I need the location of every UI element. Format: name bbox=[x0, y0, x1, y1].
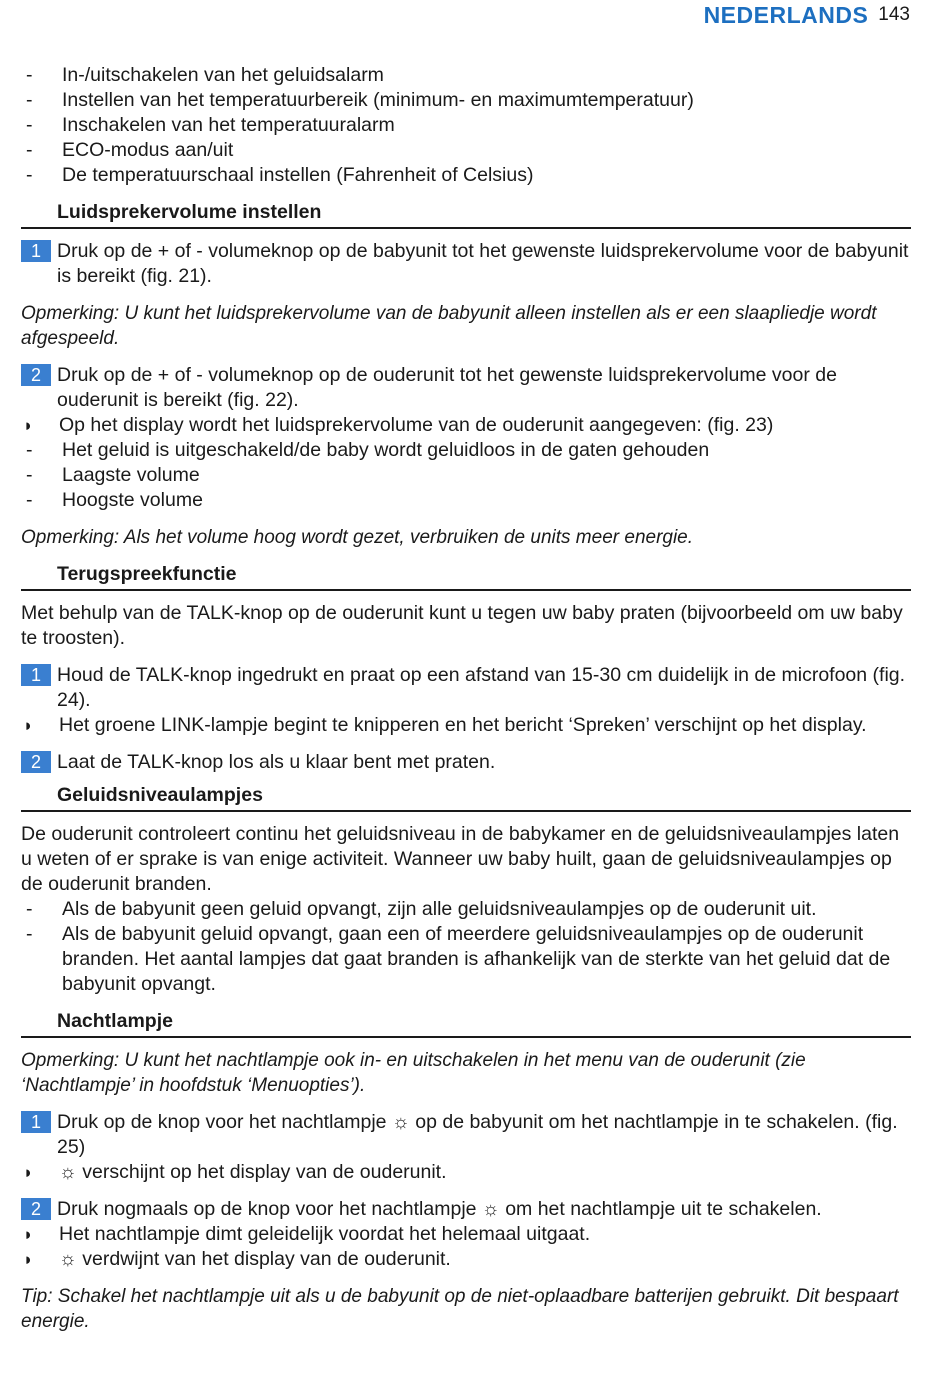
step-number-badge: 1 bbox=[21, 1111, 51, 1133]
dash-bullet: - bbox=[26, 439, 33, 461]
note: Opmerking: Als het volume hoog wordt gezet, verbruiken de units meer energie. bbox=[21, 527, 694, 548]
page-number: 143 bbox=[878, 4, 910, 25]
dash-bullet: - bbox=[26, 64, 33, 86]
step-1: 1 Druk op de knop voor het nachtlampje ☼ op de babyunit om het nachtlampje in te schakelen. (fig. 25) bbox=[21, 1110, 911, 1160]
dash-bullet: - bbox=[26, 923, 33, 945]
language-label: NEDERLANDS bbox=[703, 1, 869, 28]
result-item: ◗ Op het display wordt het luidsprekervolume van de ouderunit aangegeven: (fig. 23) bbox=[23, 414, 774, 436]
list-item: - De temperatuurschaal instellen (Fahrenheit of Celsius) bbox=[21, 163, 911, 188]
list-item: - Hoogste volume bbox=[21, 488, 911, 513]
paragraph: De ouderunit controleert continu het geluidsniveau in de babykamer en de geluidsniveaulampjes laten u weten of er sprake is van enige activiteit. Wanneer uw baby huilt, gaan de geluidsniveaulampjes op de ouderunit branden. bbox=[21, 823, 900, 895]
note: Opmerking: U kunt het nachtlampje ook in- en uitschakelen in het menu van de ouderunit (zie ‘Nachtlampje’ in hoofdstuk ‘Menuopties’). bbox=[21, 1050, 806, 1096]
result-marker-icon: ◗ bbox=[23, 1250, 34, 1269]
paragraph: Met behulp van de TALK-knop op de ouderunit kunt u tegen uw baby praten (bijvoorbeeld om uw baby te troosten). bbox=[21, 602, 903, 649]
result-item: ◗ Het groene LINK-lampje begint te knipperen en het bericht ‘Spreken’ verschijnt op het display. bbox=[23, 714, 867, 736]
result-item: ◗ ☼ verdwijnt van het display van de ouderunit. bbox=[23, 1248, 451, 1270]
dash-bullet: - bbox=[26, 489, 33, 511]
step-number-badge: 2 bbox=[21, 1198, 51, 1220]
step-2: 2 Laat de TALK-knop los als u klaar bent met praten. bbox=[21, 750, 911, 775]
page-content bbox=[21, 63, 911, 1334]
dash-bullet: - bbox=[26, 164, 33, 186]
list-item: - Laagste volume bbox=[21, 463, 911, 488]
step-2: 2 Druk nogmaals op de knop voor het nachtlampje ☼ om het nachtlampje uit te schakelen. bbox=[21, 1197, 911, 1222]
tip: Tip: Schakel het nachtlampje uit als u de babyunit op de niet-oplaadbare batterijen gebruikt. Dit bespaart energie. bbox=[21, 1286, 899, 1332]
dash-bullet: - bbox=[26, 898, 33, 920]
result-item: ◗ Het nachtlampje dimt geleidelijk voordat het helemaal uitgaat. bbox=[23, 1223, 591, 1245]
page-header bbox=[704, 0, 910, 30]
list-item: - ECO-modus aan/uit bbox=[21, 138, 911, 163]
result-item: ◗ ☼ verschijnt op het display van de ouderunit. bbox=[23, 1161, 447, 1183]
section-heading-talkback: Terugspreekfunctie bbox=[21, 562, 911, 591]
step-number-badge: 1 bbox=[21, 240, 51, 262]
section-heading-nightlight: Nachtlampje bbox=[21, 1009, 911, 1038]
section-heading-sound-level-lights: Geluidsniveaulampjes bbox=[21, 783, 911, 812]
list-item: - Als de babyunit geluid opvangt, gaan een of meerdere geluidsniveaulampjes op de ouderunit branden. Het aantal lampjes dat gaat branden is afhankelijk van de sterkte van het geluid dat de babyunit opvangt. bbox=[21, 922, 911, 997]
step-1: 1 Druk op de + of - volumeknop op de babyunit tot het gewenste luidsprekervolume voor de babyunit is bereikt (fig. 21). bbox=[21, 239, 911, 289]
step-number-badge: 1 bbox=[21, 664, 51, 686]
list-item: - Inschakelen van het temperatuuralarm bbox=[21, 113, 911, 138]
list-item: - Het geluid is uitgeschakeld/de baby wordt geluidloos in de gaten gehouden bbox=[21, 438, 911, 463]
step-number-badge: 2 bbox=[21, 364, 51, 386]
dash-bullet: - bbox=[26, 464, 33, 486]
intro-list bbox=[21, 63, 911, 188]
dash-bullet: - bbox=[26, 89, 33, 111]
note: Opmerking: U kunt het luidsprekervolume van de babyunit alleen instellen als er een slaapliedje wordt afgespeeld. bbox=[21, 303, 877, 349]
step-1: 1 Houd de TALK-knop ingedrukt en praat op een afstand van 15-30 cm duidelijk in de microfoon (fig. 24). bbox=[21, 663, 911, 713]
section-heading-volume: Luidsprekervolume instellen bbox=[21, 200, 911, 229]
step-2: 2 Druk op de + of - volumeknop op de ouderunit tot het gewenste luidsprekervolume voor de ouderunit is bereikt (fig. 22). bbox=[21, 363, 911, 413]
list-item: - Instellen van het temperatuurbereik (minimum- en maximumtemperatuur) bbox=[21, 88, 911, 113]
step-number-badge: 2 bbox=[21, 751, 51, 773]
result-marker-icon: ◗ bbox=[23, 416, 34, 435]
result-marker-icon: ◗ bbox=[23, 716, 34, 735]
result-marker-icon: ◗ bbox=[23, 1163, 34, 1182]
list-item: - In-/uitschakelen van het geluidsalarm bbox=[21, 63, 911, 88]
dash-bullet: - bbox=[26, 114, 33, 136]
result-marker-icon: ◗ bbox=[23, 1225, 34, 1244]
dash-bullet: - bbox=[26, 139, 33, 161]
list-item: - Als de babyunit geen geluid opvangt, zijn alle geluidsniveaulampjes op de ouderunit uit. bbox=[21, 897, 911, 922]
